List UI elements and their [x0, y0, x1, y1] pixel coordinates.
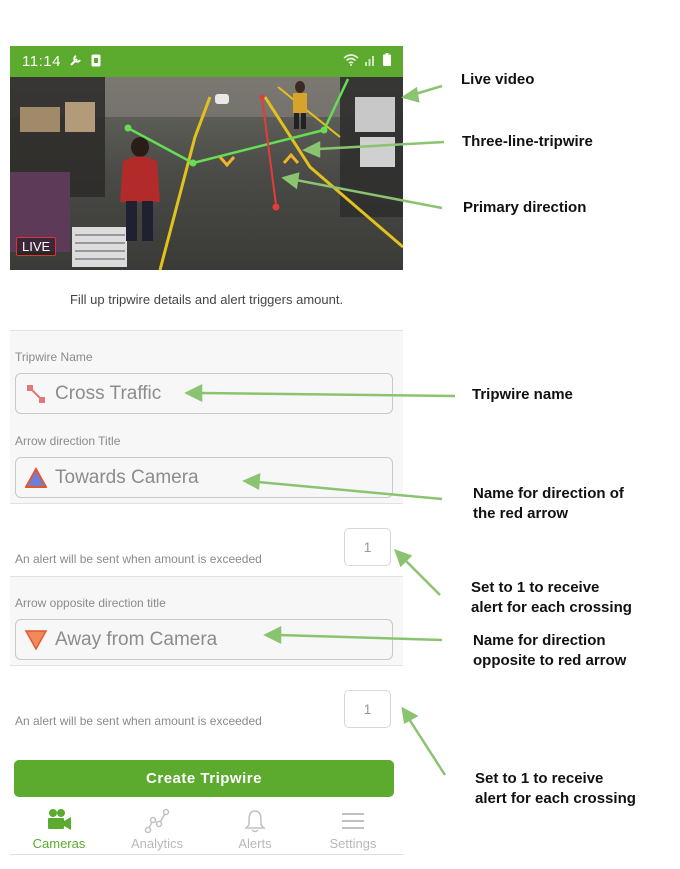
annotation-primary-direction: Primary direction	[463, 199, 587, 216]
alert-amount-input-1[interactable]: 1	[344, 528, 391, 566]
annotation-set-to-1-b-line2: alert for each crossing	[475, 790, 636, 807]
opposite-direction-label: Arrow opposite direction title	[15, 596, 166, 610]
annotation-set-to-1-a	[471, 578, 632, 618]
annotation-red-arrow-name	[473, 484, 624, 524]
nav-settings-label: Settings	[329, 836, 377, 851]
annotation-opposite-line1: Name for direction	[473, 632, 606, 649]
instruction-text: Fill up tripwire details and alert triggers amount.	[69, 292, 344, 307]
annotation-set-to-1-a-line2: alert for each crossing	[471, 599, 632, 616]
nav-cameras-label: Cameras	[32, 836, 86, 851]
annotation-opposite-direction	[473, 631, 626, 671]
alert-text-2: An alert will be sent when amount is exceeded	[15, 714, 262, 728]
annotation-three-line-tripwire: Three-line-tripwire	[462, 133, 593, 150]
annotation-opposite-line2: opposite to red arrow	[473, 652, 627, 669]
annotation-red-arrow-line1: Name for direction of	[473, 485, 624, 502]
live-badge: LIVE	[16, 237, 56, 256]
annotation-tripwire-name: Tripwire name	[472, 386, 573, 403]
tripwire-name-value: Cross Traffic	[55, 382, 162, 404]
create-tripwire-button[interactable]: Create Tripwire	[14, 760, 394, 797]
annotation-set-to-1-a-line1: Set to 1 to receive	[471, 579, 600, 596]
arrow-direction-value: Towards Camera	[55, 466, 199, 488]
annotation-live-video: Live video	[461, 71, 535, 88]
status-time: 11:14	[22, 53, 61, 70]
nav-analytics-label: Analytics	[130, 836, 184, 851]
alert-text-1: An alert will be sent when amount is exceeded	[15, 552, 262, 566]
tripwire-name-label: Tripwire Name	[15, 350, 93, 364]
nav-alerts-label: Alerts	[238, 836, 272, 851]
annotation-red-arrow-line2: the red arrow	[473, 505, 569, 522]
annotation-set-to-1-b	[475, 769, 636, 809]
arrow-direction-label: Arrow direction Title	[15, 434, 121, 448]
alert-amount-input-2[interactable]: 1	[344, 690, 391, 728]
annotation-set-to-1-b-line1: Set to 1 to receive	[475, 770, 604, 787]
opposite-direction-value: Away from Camera	[55, 628, 218, 650]
